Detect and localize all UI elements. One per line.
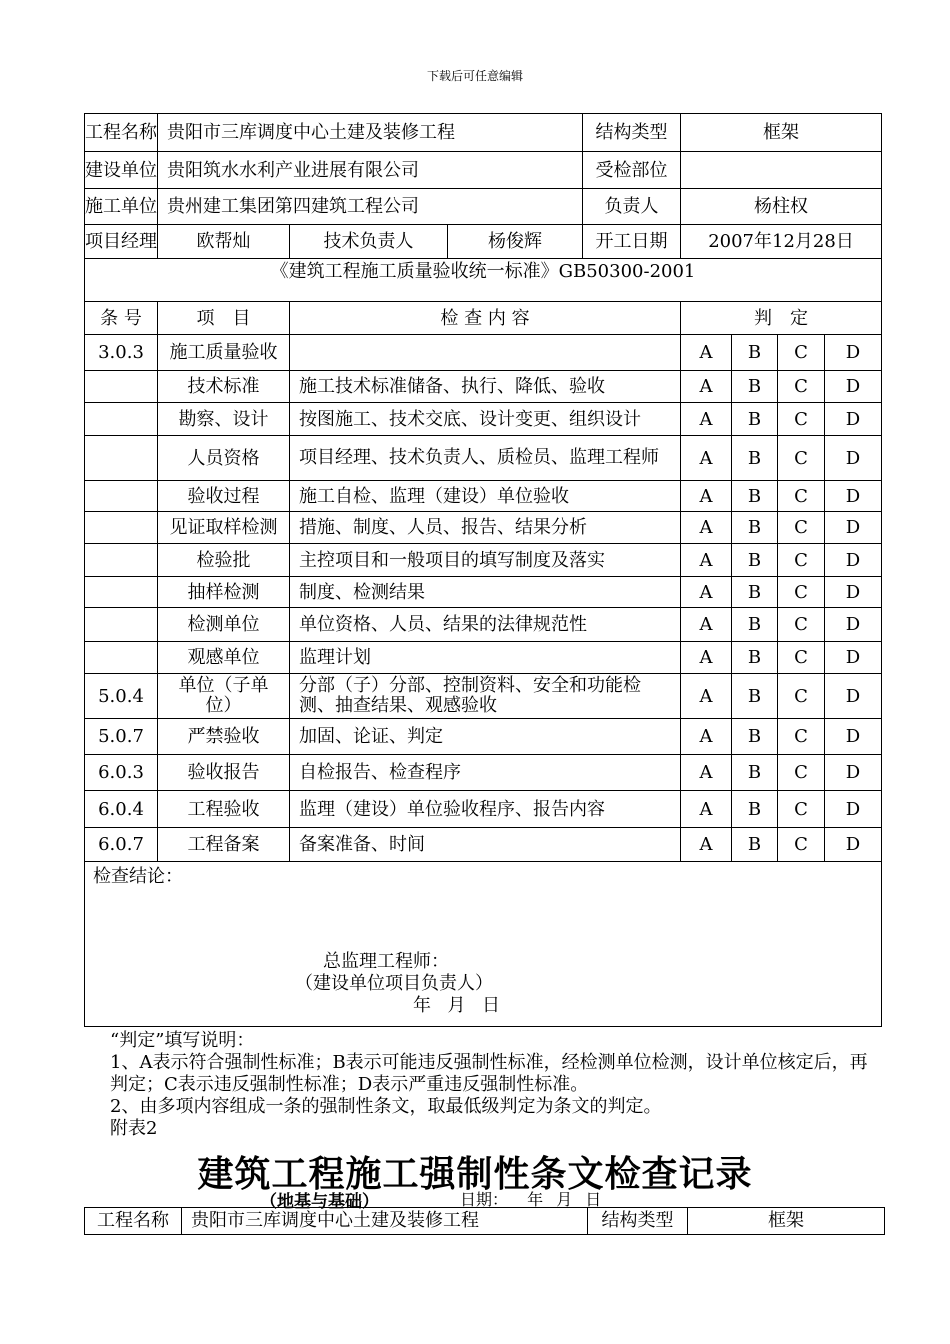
tech: 杨俊辉 — [448, 225, 583, 259]
col-content: 检 查 内 容 — [290, 302, 681, 335]
grade-a: A — [681, 828, 732, 862]
grade-d: D — [825, 512, 882, 544]
grade-d: D — [825, 544, 882, 577]
grade-a: A — [681, 403, 732, 436]
grade-d: D — [825, 371, 882, 403]
grade-b: B — [732, 828, 778, 862]
inspected-part-label: 受检部位 — [583, 152, 681, 189]
responsible: 杨柱权 — [681, 189, 882, 225]
clause: 6.0.7 — [85, 828, 158, 862]
notes-line-2: 2、由多项内容组成一条的强制性条文，取最低级判定为条文的判定。 — [110, 1096, 662, 1117]
builder: 贵阳筑水水利产业进展有限公司 — [158, 152, 583, 189]
date-label: 日期： — [460, 1190, 509, 1209]
content: 监理计划 — [290, 642, 681, 674]
grade-b: B — [732, 512, 778, 544]
project-name-2: 贵阳市三库调度中心土建及装修工程 — [182, 1208, 588, 1235]
item: 验收报告 — [158, 755, 290, 791]
table-row — [85, 719, 882, 755]
item: 单位（子单位） — [158, 674, 290, 719]
grade-d: D — [825, 403, 882, 436]
owner-responsible-label: （建设单位项目负责人） — [295, 973, 493, 994]
project-name: 贵阳市三库调度中心土建及装修工程 — [158, 114, 583, 152]
grade-d: D — [825, 436, 882, 481]
content: 单位资格、人员、结果的法律规范性 — [290, 608, 681, 642]
inspected-part — [681, 152, 882, 189]
grade-c: C — [778, 755, 825, 791]
table-row — [85, 577, 882, 608]
grade-a: A — [681, 512, 732, 544]
grade-b: B — [732, 642, 778, 674]
content: 监理（建设）单位验收程序、报告内容 — [290, 791, 681, 828]
notes-title: “判定”填写说明： — [110, 1030, 255, 1051]
inspection-table — [84, 113, 882, 1027]
clause — [85, 371, 158, 403]
clause — [85, 403, 158, 436]
item: 人员资格 — [158, 436, 290, 481]
subtitle-text: （地基与基础） — [260, 1192, 379, 1212]
second-form-title: 建筑工程施工强制性条文检查记录 — [197, 1153, 753, 1195]
grade-b: B — [732, 674, 778, 719]
grade-a: A — [681, 577, 732, 608]
table-row — [85, 371, 882, 403]
grade-c: C — [778, 436, 825, 481]
clause — [85, 481, 158, 512]
table-row — [85, 436, 882, 481]
grade-b: B — [732, 608, 778, 642]
item: 技术标准 — [158, 371, 290, 403]
col-clause: 条 号 — [85, 302, 158, 335]
clause — [85, 577, 158, 608]
pm-label: 项目经理 — [85, 225, 158, 259]
clause: 5.0.4 — [85, 674, 158, 719]
col-judgement: 判 定 — [681, 302, 882, 335]
content: 主控项目和一般项目的填写制度及落实 — [290, 544, 681, 577]
grade-d: D — [825, 828, 882, 862]
structure-type-label: 结构类型 — [583, 114, 681, 152]
content: 项目经理、技术负责人、质检员、监理工程师 — [290, 436, 681, 481]
item: 检验批 — [158, 544, 290, 577]
grade-d: D — [825, 755, 882, 791]
header-note: 下载后可任意编辑 — [426, 69, 523, 83]
grade-c: C — [778, 335, 825, 371]
content: 分部（子）分部、控制资料、安全和功能检测、抽查结果、观感验收 — [290, 674, 681, 719]
grade-a: A — [681, 544, 732, 577]
structure-type-label-2: 结构类型 — [588, 1208, 688, 1235]
grade-b: B — [732, 481, 778, 512]
grade-a: A — [681, 719, 732, 755]
table-row — [85, 755, 882, 791]
table-row — [85, 403, 882, 436]
clause: 5.0.7 — [85, 719, 158, 755]
conclusion-date: 年 月 日 — [413, 995, 506, 1016]
judgement-notes — [110, 1030, 870, 1140]
grade-c: C — [778, 828, 825, 862]
grade-c: C — [778, 371, 825, 403]
table-row — [85, 481, 882, 512]
grade-b: B — [732, 719, 778, 755]
content: 措施、制度、人员、报告、结果分析 — [290, 512, 681, 544]
table-row — [85, 642, 882, 674]
item: 见证取样检测 — [158, 512, 290, 544]
appendix-label: 附表2 — [110, 1118, 158, 1139]
grade-b: B — [732, 544, 778, 577]
content: 制度、检测结果 — [290, 577, 681, 608]
conclusion-label: 检查结论： — [93, 866, 183, 887]
item: 施工质量验收 — [158, 335, 290, 371]
col-item: 项 目 — [158, 302, 290, 335]
grade-c: C — [778, 608, 825, 642]
item: 检测单位 — [158, 608, 290, 642]
table-row — [85, 828, 882, 862]
clause — [85, 544, 158, 577]
grade-c: C — [778, 481, 825, 512]
grade-c: C — [778, 719, 825, 755]
item: 观感单位 — [158, 642, 290, 674]
table-row — [85, 544, 882, 577]
grade-d: D — [825, 481, 882, 512]
grade-b: B — [732, 335, 778, 371]
item: 严禁验收 — [158, 719, 290, 755]
clause — [85, 608, 158, 642]
clause: 6.0.4 — [85, 791, 158, 828]
table-row — [85, 512, 882, 544]
project-name-label-2: 工程名称 — [85, 1208, 182, 1235]
grade-a: A — [681, 755, 732, 791]
contractor: 贵州建工集团第四建筑工程公司 — [158, 189, 583, 225]
grade-d: D — [825, 642, 882, 674]
item: 工程验收 — [158, 791, 290, 828]
second-form-table — [84, 1207, 885, 1235]
grade-b: B — [732, 403, 778, 436]
grade-a: A — [681, 371, 732, 403]
grade-d: D — [825, 791, 882, 828]
clause — [85, 436, 158, 481]
clause: 6.0.3 — [85, 755, 158, 791]
item: 验收过程 — [158, 481, 290, 512]
structure-type-2: 框架 — [688, 1208, 885, 1235]
grade-b: B — [732, 371, 778, 403]
grade-c: C — [778, 642, 825, 674]
grade-a: A — [681, 608, 732, 642]
grade-b: B — [732, 755, 778, 791]
clause — [85, 642, 158, 674]
responsible-label: 负责人 — [583, 189, 681, 225]
grade-c: C — [778, 403, 825, 436]
grade-a: A — [681, 481, 732, 512]
tech-label: 技术负责人 — [290, 225, 448, 259]
grade-d: D — [825, 674, 882, 719]
chief-supervisor-label: 总监理工程师： — [323, 951, 449, 972]
standard-title: 《建筑工程施工质量验收统一标准》GB50300-2001 — [85, 259, 882, 302]
grade-c: C — [778, 544, 825, 577]
grade-c: C — [778, 791, 825, 828]
item: 工程备案 — [158, 828, 290, 862]
date-value: 年 月 日 — [527, 1190, 606, 1209]
project-name-label: 工程名称 — [85, 114, 158, 152]
table-row — [85, 674, 882, 719]
content: 施工自检、监理（建设）单位验收 — [290, 481, 681, 512]
start-date-label: 开工日期 — [583, 225, 681, 259]
contractor-label: 施工单位 — [85, 189, 158, 225]
clause: 3.0.3 — [85, 335, 158, 371]
grade-a: A — [681, 436, 732, 481]
grade-b: B — [732, 577, 778, 608]
content — [290, 335, 681, 371]
notes-line-1: 1、A表示符合强制性标准；B表示可能违反强制性标准，经检测单位检测，设计单位核定后，再判定；C表示违反强制性标准；D表示严重违反强制性标准。 — [110, 1052, 868, 1095]
grade-b: B — [732, 791, 778, 828]
grade-d: D — [825, 335, 882, 371]
item: 抽样检测 — [158, 577, 290, 608]
content: 备案准备、时间 — [290, 828, 681, 862]
table-row — [85, 791, 882, 828]
grade-d: D — [825, 719, 882, 755]
grade-c: C — [778, 577, 825, 608]
item: 勘察、设计 — [158, 403, 290, 436]
pm: 欧帮灿 — [158, 225, 290, 259]
content: 按图施工、技术交底、设计变更、组织设计 — [290, 403, 681, 436]
table-row — [85, 335, 882, 371]
grade-c: C — [778, 512, 825, 544]
grade-a: A — [681, 791, 732, 828]
content: 施工技术标准储备、执行、降低、验收 — [290, 371, 681, 403]
grade-d: D — [825, 608, 882, 642]
grade-c: C — [778, 674, 825, 719]
start-date: 2007年12月28日 — [681, 225, 882, 259]
grade-a: A — [681, 335, 732, 371]
grade-a: A — [681, 642, 732, 674]
clause — [85, 512, 158, 544]
grade-a: A — [681, 674, 732, 719]
builder-label: 建设单位 — [85, 152, 158, 189]
conclusion-box — [85, 862, 882, 1027]
content: 加固、论证、判定 — [290, 719, 681, 755]
grade-b: B — [732, 436, 778, 481]
structure-type: 框架 — [681, 114, 882, 152]
grade-d: D — [825, 577, 882, 608]
table-row — [85, 608, 882, 642]
content: 自检报告、检查程序 — [290, 755, 681, 791]
